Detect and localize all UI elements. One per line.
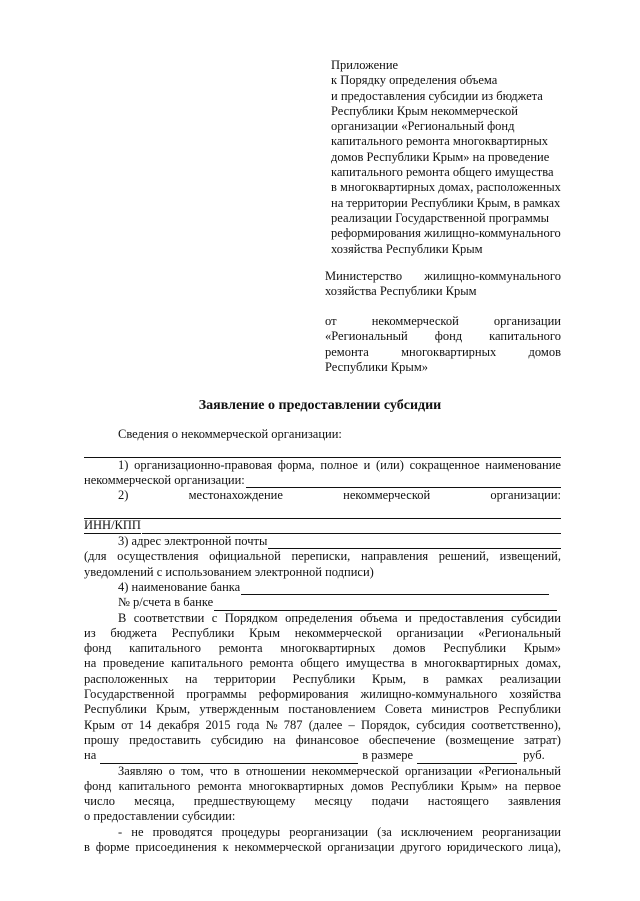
document-body	[84, 427, 561, 855]
word: имущества	[345, 656, 405, 671]
recipient-line: хозяйства Республики Крым	[325, 284, 477, 299]
word: домов	[351, 778, 384, 793]
word: фонд	[434, 329, 463, 344]
word: другого	[400, 840, 442, 855]
item2-line	[84, 488, 561, 503]
bank-label: 4) наименование банка	[118, 579, 241, 594]
word: определения	[285, 610, 353, 625]
word: Совета	[384, 702, 423, 717]
word: некоммерческой	[371, 314, 459, 328]
word: некоммерческой	[294, 625, 382, 640]
word: и	[363, 457, 371, 472]
word: Крым	[249, 625, 280, 640]
word: реорганизации	[482, 824, 561, 839]
word: многоквартирных	[280, 641, 376, 656]
email-label: 3) адрес электронной почты	[118, 534, 268, 549]
sender-line: Республики Крым»	[325, 359, 428, 374]
word: предоставить	[129, 732, 201, 747]
word: на	[273, 732, 286, 747]
word: Государственной	[84, 687, 175, 702]
word: ремонта	[197, 778, 242, 793]
word: месяцу	[314, 794, 353, 809]
word: и	[404, 610, 412, 625]
word: заявления	[508, 794, 561, 809]
word: министров	[431, 702, 489, 717]
word: «Региональный	[478, 763, 561, 778]
word: Республики	[390, 778, 454, 793]
bank-field[interactable]	[241, 583, 549, 595]
appendix-line: реализации Государственной программы	[331, 210, 550, 225]
bullet-line	[84, 825, 561, 840]
paragraph-line	[84, 794, 561, 809]
word: утвержденным	[199, 702, 279, 717]
word: финансовое	[295, 732, 359, 747]
item1-line	[84, 458, 561, 473]
word: лица),	[528, 840, 561, 855]
word: общего	[300, 656, 340, 671]
word: предшествующему	[193, 794, 296, 809]
word: от	[325, 314, 337, 328]
word: в	[84, 840, 90, 855]
word: некоммерческой	[234, 840, 322, 855]
word: извещений,	[499, 549, 561, 564]
word: официальной	[209, 549, 281, 564]
declaration-line: о предоставлении субсидии:	[84, 809, 236, 824]
inn-field[interactable]	[142, 522, 561, 534]
paragraph-line	[84, 626, 561, 641]
paragraph-line	[84, 764, 561, 779]
org-name-label: некоммерческой организации:	[84, 472, 245, 487]
word: 2015	[205, 717, 231, 732]
word: (за	[377, 824, 392, 839]
word: на	[505, 778, 518, 793]
appendix-block	[331, 58, 581, 257]
word: реформирования	[258, 687, 349, 702]
email-row	[84, 534, 561, 549]
word: том,	[181, 763, 204, 778]
email-note-line: уведомлений с использованием электронной подписи)	[84, 564, 374, 579]
word: Республики	[443, 641, 507, 656]
purpose-label: на	[84, 748, 97, 763]
account-field[interactable]	[214, 599, 557, 611]
word: затрат)	[524, 732, 561, 747]
word: (для	[84, 549, 107, 564]
word: наименование	[485, 457, 561, 472]
word: ремонта	[325, 344, 369, 359]
word: территории	[214, 671, 276, 686]
word: Республики	[498, 702, 561, 717]
word: многоквартирных	[401, 344, 497, 359]
word: реорганизации	[289, 824, 369, 839]
word: Крым	[84, 717, 115, 732]
word: организационно-правовая	[134, 457, 273, 472]
word: домов	[393, 641, 426, 656]
word: 1)	[118, 457, 129, 472]
word: организации	[493, 314, 561, 328]
bank-row	[84, 580, 561, 595]
word: фонд	[84, 641, 112, 656]
word: соответственно),	[471, 717, 561, 732]
word: сокращенное	[409, 457, 480, 472]
account-row	[84, 595, 561, 610]
org-info-field[interactable]	[84, 442, 561, 457]
word: (или)	[375, 457, 404, 472]
paragraph-line	[84, 672, 561, 687]
email-note-line	[84, 549, 561, 564]
word: объема	[359, 610, 398, 625]
org-name-field[interactable]	[246, 476, 561, 488]
word: в	[411, 656, 418, 671]
appendix-line: к Порядку определения объема	[331, 73, 498, 88]
word: постановлением	[288, 702, 376, 717]
word: в	[233, 763, 240, 778]
word: программы	[186, 687, 247, 702]
word: отношении	[245, 763, 306, 778]
word: некоммерческой	[311, 763, 399, 778]
word: 14	[138, 717, 152, 732]
paragraph-line	[84, 779, 561, 794]
appendix-line: капитального ремонта общего имущества	[331, 165, 554, 180]
word: местонахождение	[188, 488, 283, 503]
inn-label: ИНН/КПП	[84, 518, 141, 534]
intro-text: Сведения о некоммерческой организации:	[118, 427, 342, 441]
word: юридического	[446, 840, 523, 855]
word: предоставления	[419, 610, 504, 625]
word: Республики	[84, 702, 147, 717]
word: Республики	[292, 671, 356, 686]
word: Порядком	[224, 610, 278, 625]
word: организации	[396, 625, 464, 640]
word: жилищно-коммунального	[424, 269, 561, 283]
bullet-line	[84, 840, 561, 855]
word: бюджета	[110, 625, 157, 640]
appendix-line: и предоставления субсидии из бюджета	[331, 88, 543, 103]
word: субсидия	[416, 717, 466, 732]
word: проводятся	[152, 824, 213, 839]
word: года	[236, 717, 260, 732]
recipient-block	[325, 269, 561, 300]
appendix-line: домов Республики Крым» на проведение	[331, 149, 550, 164]
word: решений,	[438, 549, 489, 564]
word: прошу	[84, 732, 120, 747]
appendix-line: Приложение	[331, 58, 399, 72]
word: ремонта	[218, 641, 263, 656]
word: 787	[283, 717, 303, 732]
appendix-line: на территории Республики Крым, в рамках	[331, 195, 561, 210]
word: многоквартирных	[423, 656, 520, 671]
word: рамках	[445, 671, 484, 686]
word: «Региональный	[325, 329, 408, 344]
appendix-line: реформирования жилищно-коммунального	[331, 226, 561, 241]
word: Крым,	[372, 671, 407, 686]
appendix-line: в многоквартирных домах, расположенных	[331, 180, 561, 195]
paragraph-line	[84, 611, 561, 626]
account-label: № р/счета в банке	[118, 595, 214, 610]
word: не	[131, 824, 144, 839]
word: соответствии	[133, 610, 205, 625]
word: многоквартирных	[248, 778, 344, 793]
word: обеспечение	[368, 732, 436, 747]
word: число	[84, 794, 116, 809]
word: от	[121, 717, 133, 732]
word: организации	[327, 840, 395, 855]
word: форме	[95, 840, 130, 855]
word: осуществления	[117, 549, 199, 564]
word: капитального	[171, 656, 243, 671]
purpose-field[interactable]	[100, 752, 358, 764]
word: месяца,	[134, 794, 175, 809]
appendix-line: организации «Региональный фонд	[331, 119, 515, 134]
word: из	[84, 625, 96, 640]
word: домов	[528, 344, 561, 359]
word: присоединения	[135, 840, 217, 855]
word: -	[118, 824, 123, 839]
word: декабря	[157, 717, 200, 732]
word: проведение	[103, 656, 165, 671]
word: Крым»	[460, 778, 498, 793]
word: субсидию	[210, 732, 264, 747]
paragraph-line	[84, 687, 561, 702]
word: о	[168, 763, 176, 778]
paragraph-line	[84, 702, 561, 717]
request-paragraph	[84, 611, 561, 749]
word: жилищно-коммунального	[360, 687, 498, 702]
paragraph-line	[84, 641, 561, 656]
sender-block	[325, 314, 561, 375]
email-field[interactable]	[268, 537, 561, 549]
paragraph-line	[84, 656, 561, 671]
declaration-paragraph	[84, 764, 561, 810]
word: (далее	[308, 717, 343, 732]
word: процедуры	[221, 824, 281, 839]
word: настоящего	[427, 794, 489, 809]
word: фонд	[84, 778, 112, 793]
word: направления	[360, 549, 429, 564]
appendix-line: Республики Крым некоммерческой	[331, 103, 518, 118]
word: на	[84, 656, 97, 671]
amount-row	[84, 748, 561, 763]
sender-line	[325, 314, 561, 329]
word: в	[422, 671, 429, 686]
word: первое	[524, 778, 561, 793]
sender-line	[325, 345, 561, 360]
word: ремонта	[249, 656, 294, 671]
word: на	[185, 671, 198, 686]
inn-row	[84, 519, 561, 534]
sender-line	[325, 329, 561, 344]
word: к	[222, 840, 229, 855]
word: некоммерческой	[343, 488, 431, 503]
word: Министерство	[325, 269, 403, 283]
word: капитального	[489, 329, 561, 344]
word: –	[348, 717, 355, 732]
word: субсидии	[511, 610, 561, 625]
word: реализации	[499, 671, 561, 686]
word: переписки,	[291, 549, 351, 564]
word: расположенных	[84, 671, 169, 686]
word: (возмещение	[445, 732, 514, 747]
word: Порядок,	[360, 717, 411, 732]
word: Крым»	[523, 641, 561, 656]
word: форма,	[277, 457, 315, 472]
word: «Региональный	[478, 625, 561, 640]
word: исключением	[400, 824, 473, 839]
word: В	[118, 610, 127, 625]
paragraph-line	[84, 733, 561, 748]
document-title: Заявление о предоставлении субсидии	[198, 398, 442, 413]
word: домах,	[525, 656, 561, 671]
word: Республики	[171, 625, 235, 640]
appendix-line: хозяйства Республики Крым	[331, 241, 483, 256]
amount-field[interactable]	[417, 752, 517, 764]
currency-label: руб.	[523, 748, 545, 763]
word: организации	[405, 763, 473, 778]
word: Крым,	[156, 702, 191, 717]
word: Заявляю	[118, 763, 163, 778]
paragraph-line	[84, 718, 561, 733]
amount-label: в размере	[362, 748, 414, 763]
word: полное	[320, 457, 358, 472]
word: организации:	[490, 488, 561, 503]
word: капитального	[118, 778, 191, 793]
org-address-field[interactable]	[84, 503, 561, 518]
org-name-row	[84, 473, 561, 488]
word: 2)	[118, 488, 129, 503]
word: что	[209, 763, 228, 778]
word: хозяйства	[509, 687, 561, 702]
word: №	[265, 717, 278, 732]
word: капитального	[129, 641, 202, 656]
appendix-line: капитального ремонта многоквартирных	[331, 134, 549, 149]
recipient-line	[325, 269, 561, 284]
word: с	[211, 610, 218, 625]
word: подачи	[371, 794, 409, 809]
